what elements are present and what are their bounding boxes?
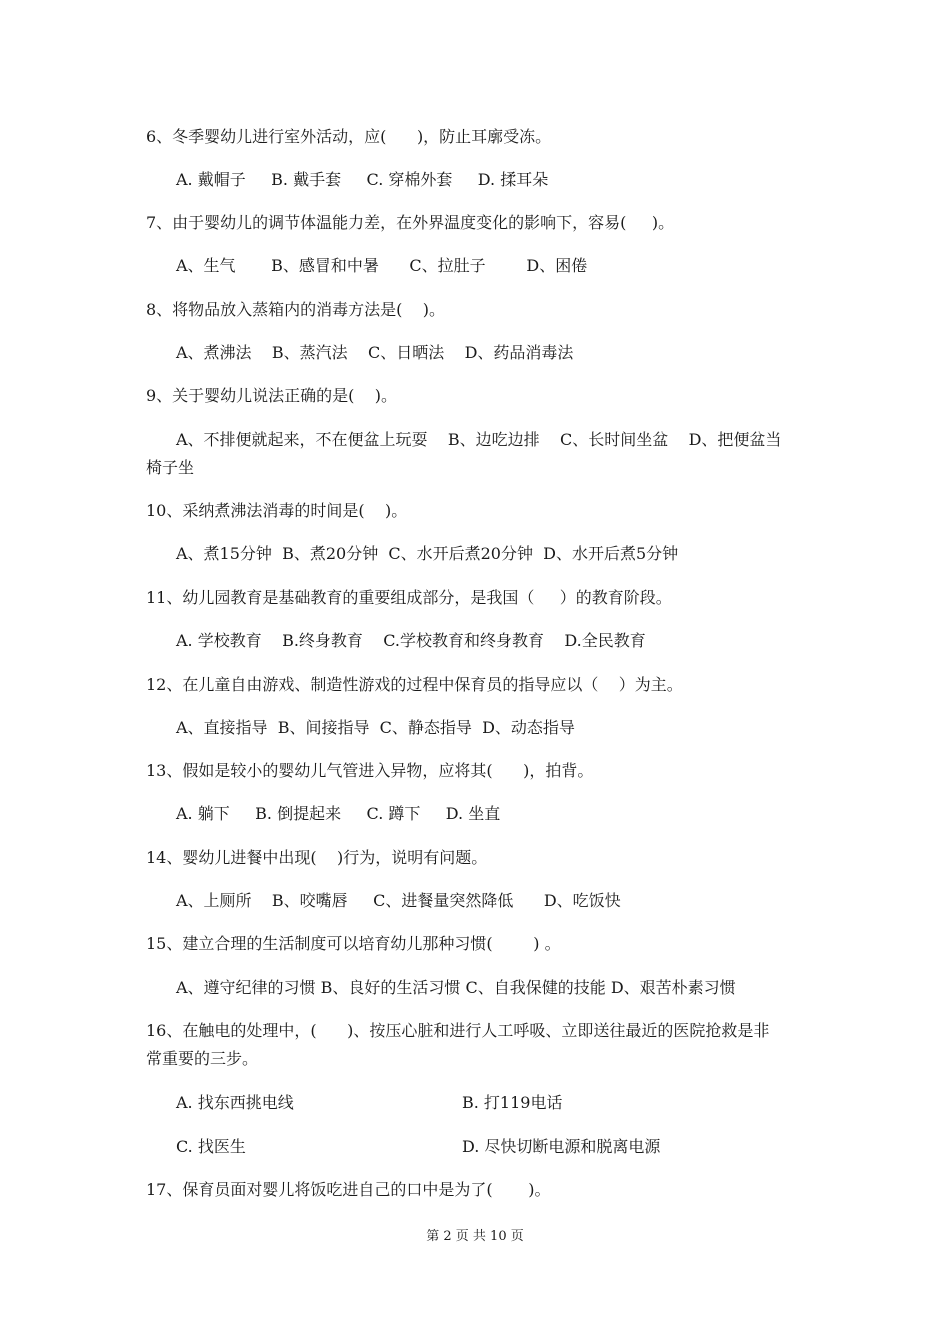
question-9-options: A、不排便就起来，不在便盆上玩耍 B、边吃边排 C、长时间坐盆 D、把便盆当 bbox=[176, 430, 782, 449]
question-10-options: A、煮15分钟 B、煮20分钟 C、水开后煮20分钟 D、水开后煮5分钟 bbox=[176, 544, 679, 563]
question-11: 11、幼儿园教育是基础教育的重要组成部分，是我国（ ）的教育阶段。 bbox=[146, 588, 672, 607]
question-17: 17、保育员面对婴儿将饭吃进自己的口中是为了( )。 bbox=[146, 1180, 551, 1199]
question-16-continued: 常重要的三步。 bbox=[146, 1049, 259, 1068]
question-12: 12、在儿童自由游戏、制造性游戏的过程中保育员的指导应以（ ）为主。 bbox=[146, 675, 683, 694]
page-number-footer: 第 2 页 共 10 页 bbox=[426, 1229, 524, 1244]
question-13-options: A. 躺下 B. 倒提起来 C. 蹲下 D. 坐直 bbox=[176, 804, 501, 823]
question-16-option-c: C. 找医生 bbox=[176, 1137, 246, 1156]
question-11-options: A. 学校教育 B.终身教育 C.学校教育和终身教育 D.全民教育 bbox=[176, 631, 646, 650]
question-16: 16、在触电的处理中，( )、按压心脏和进行人工呼吸、立即送往最近的医院抢救是非 bbox=[146, 1021, 770, 1040]
question-10: 10、采纳煮沸法消毒的时间是( )。 bbox=[146, 501, 408, 520]
question-16-option-b: B. 打119电话 bbox=[462, 1093, 563, 1112]
question-13: 13、假如是较小的婴幼儿气管进入异物，应将其( )，拍背。 bbox=[146, 761, 594, 780]
question-7-options: A、生气 B、感冒和中暑 C、拉肚子 D、困倦 bbox=[176, 256, 588, 275]
question-8: 8、将物品放入蒸箱内的消毒方法是( )。 bbox=[146, 300, 446, 319]
question-8-options: A、煮沸法 B、蒸汽法 C、日晒法 D、药品消毒法 bbox=[176, 343, 574, 362]
question-7: 7、由于婴幼儿的调节体温能力差，在外界温度变化的影响下，容易( )。 bbox=[146, 213, 675, 232]
question-6-options: A. 戴帽子 B. 戴手套 C. 穿棉外套 D. 揉耳朵 bbox=[176, 170, 549, 189]
question-15-options: A、遵守纪律的习惯 B、良好的生活习惯 C、自我保健的技能 D、艰苦朴素习惯 bbox=[176, 978, 736, 997]
question-16-option-a: A. 找东西挑电线 bbox=[176, 1093, 294, 1112]
question-14-options: A、上厕所 B、咬嘴唇 C、进餐量突然降低 D、吃饭快 bbox=[176, 891, 621, 910]
question-16-option-d: D. 尽快切断电源和脱离电源 bbox=[462, 1137, 661, 1156]
question-15: 15、建立合理的生活制度可以培育幼儿那种习惯( ) 。 bbox=[146, 934, 561, 953]
question-9-options-continued: 椅子坐 bbox=[146, 458, 195, 477]
question-14: 14、婴幼儿进餐中出现( )行为，说明有问题。 bbox=[146, 848, 488, 867]
question-6: 6、冬季婴幼儿进行室外活动，应( )，防止耳廓受冻。 bbox=[146, 127, 552, 146]
question-12-options: A、直接指导 B、间接指导 C、静态指导 D、动态指导 bbox=[176, 718, 575, 737]
question-9: 9、关于婴幼儿说法正确的是( )。 bbox=[146, 386, 398, 405]
